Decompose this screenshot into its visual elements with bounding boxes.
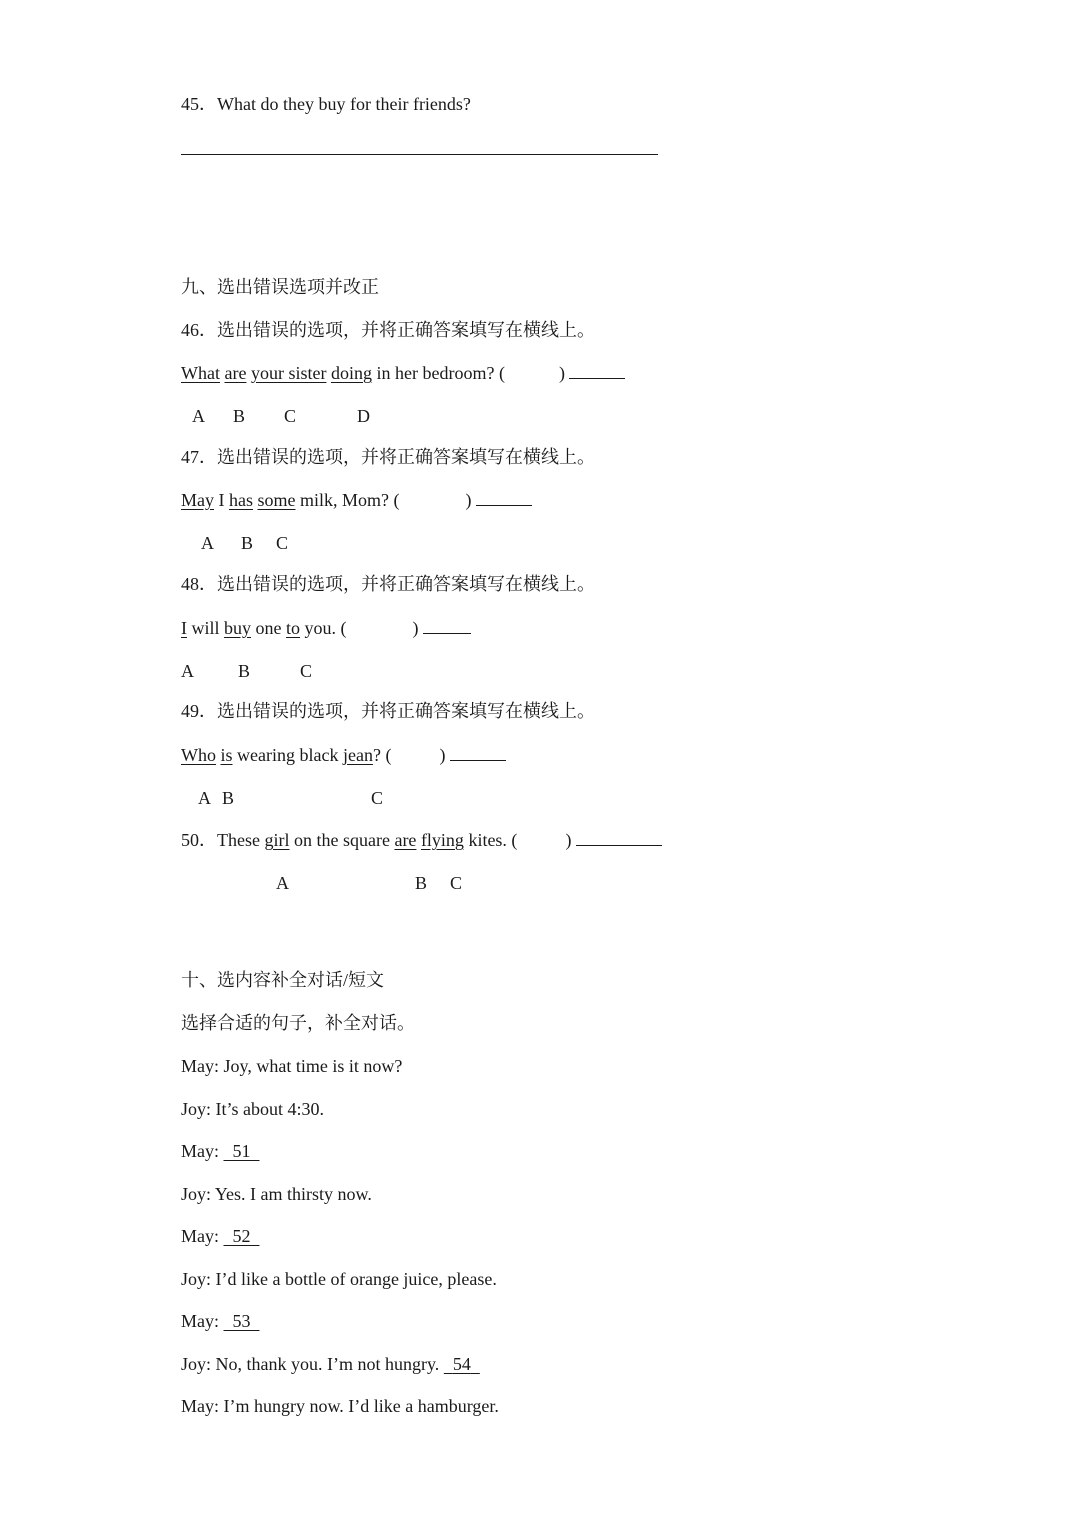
label-c: C — [300, 661, 313, 681]
option-c: your sister — [250, 363, 327, 383]
dialogue-blank-51[interactable] — [224, 1141, 260, 1161]
option-b: is — [220, 745, 233, 765]
question-49-sentence — [181, 743, 506, 767]
sentence-part: These — [217, 830, 265, 850]
blank-number: 52 — [232, 1226, 251, 1246]
sentence-rest: ? ( — [372, 745, 392, 765]
option-a: I — [181, 618, 187, 638]
label-b: B — [233, 406, 246, 426]
option-c: jean — [342, 745, 373, 765]
label-c: C — [284, 406, 297, 426]
instruction-text: 选出错误的选项，并将正确答案填写在横线上。 — [217, 574, 595, 594]
dialogue-blank-54[interactable] — [444, 1354, 480, 1374]
option-a: What — [181, 363, 220, 383]
label-d: D — [357, 406, 370, 426]
speaker-label: May: — [181, 1226, 224, 1246]
question-text: What do they buy for their friends? — [217, 94, 471, 114]
dialogue-line — [181, 1139, 260, 1163]
label-a: A — [276, 873, 289, 893]
dialogue-line: May: Joy, what time is it now? — [181, 1056, 403, 1076]
question-number: 45． — [181, 94, 217, 114]
instruction-text: 选出错误的选项，并将正确答案填写在横线上。 — [217, 447, 595, 467]
option-d: doing — [330, 363, 372, 383]
dialogue-blank-53[interactable] — [224, 1311, 260, 1331]
label-c: C — [450, 873, 463, 893]
question-47-instruction — [181, 445, 595, 469]
label-a: A — [192, 406, 205, 426]
dialogue-line: May: I’m hungry now. I’d like a hamburger. — [181, 1396, 499, 1416]
correction-blank[interactable] — [423, 616, 471, 634]
correction-blank[interactable] — [576, 828, 662, 846]
question-46-sentence — [181, 361, 625, 385]
label-b: B — [222, 788, 235, 808]
question-number: 47． — [181, 447, 217, 467]
sentence-part: on the square — [289, 830, 395, 850]
question-number: 48． — [181, 574, 217, 594]
dialogue-blank-52[interactable] — [224, 1226, 260, 1246]
label-a: A — [198, 788, 211, 808]
question-46-instruction — [181, 318, 595, 342]
close-paren: ) — [439, 745, 446, 765]
question-48-instruction — [181, 572, 595, 596]
section-10-title: 十、选内容补全对话/短文 — [181, 970, 384, 990]
question-50-sentence — [181, 828, 662, 852]
sentence-rest: milk, Mom? ( — [295, 490, 400, 510]
section-10-instruction: 选择合适的句子，补全对话。 — [181, 1013, 415, 1033]
correction-blank[interactable] — [569, 361, 625, 379]
label-c: C — [276, 533, 289, 553]
dialogue-line: Joy: I’d like a bottle of orange juice, please. — [181, 1269, 497, 1289]
label-b: B — [238, 661, 251, 681]
close-paren: ) — [465, 490, 472, 510]
dialogue-line: Joy: Yes. I am thirsty now. — [181, 1184, 372, 1204]
dialogue-line: Joy: It’s about 4:30. — [181, 1099, 324, 1119]
correction-blank[interactable] — [476, 488, 532, 506]
close-paren: ) — [565, 830, 572, 850]
correction-blank[interactable] — [450, 743, 506, 761]
question-45 — [181, 92, 471, 116]
answer-line-45[interactable] — [181, 154, 658, 155]
option-b: has — [229, 490, 253, 510]
question-number: 50． — [181, 830, 217, 850]
question-47-sentence — [181, 488, 532, 512]
question-number: 49． — [181, 701, 217, 721]
option-a: Who — [181, 745, 216, 765]
option-b: buy — [224, 618, 252, 638]
option-b: are — [224, 363, 247, 383]
label-c: C — [371, 788, 384, 808]
question-number: 46． — [181, 320, 217, 340]
section-9-title: 九、选出错误选项并改正 — [181, 277, 379, 297]
blank-number: 51 — [232, 1141, 251, 1161]
sentence-part: one — [251, 618, 287, 638]
question-48-sentence — [181, 616, 471, 640]
sentence-part: will — [187, 618, 225, 638]
close-paren: ) — [558, 363, 565, 383]
sentence-rest: in her bedroom? ( — [371, 363, 505, 383]
close-paren: ) — [412, 618, 419, 638]
option-c: flying — [420, 830, 464, 850]
label-a: A — [181, 661, 194, 681]
dialogue-line — [181, 1309, 260, 1333]
instruction-text: 选出错误的选项，并将正确答案填写在横线上。 — [217, 320, 595, 340]
sentence-part: wearing black — [232, 745, 343, 765]
speaker-label: May: — [181, 1311, 224, 1331]
label-a: A — [201, 533, 214, 553]
instruction-text: 选出错误的选项，并将正确答案填写在横线上。 — [217, 701, 595, 721]
option-a: girl — [264, 830, 290, 850]
label-b: B — [241, 533, 254, 553]
sentence-rest: kites. ( — [463, 830, 518, 850]
sentence-rest: you. ( — [300, 618, 347, 638]
speaker-label: May: — [181, 1141, 224, 1161]
speaker-label: Joy: No, thank you. I’m not hungry. — [181, 1354, 444, 1374]
option-c: to — [286, 618, 301, 638]
option-a: May — [181, 490, 214, 510]
question-49-instruction — [181, 699, 595, 723]
sentence-part: I — [214, 490, 229, 510]
option-b: are — [394, 830, 417, 850]
option-c: some — [257, 490, 296, 510]
blank-number: 54 — [452, 1354, 471, 1374]
blank-number: 53 — [232, 1311, 251, 1331]
label-b: B — [415, 873, 428, 893]
dialogue-line — [181, 1224, 260, 1248]
dialogue-line — [181, 1352, 480, 1376]
